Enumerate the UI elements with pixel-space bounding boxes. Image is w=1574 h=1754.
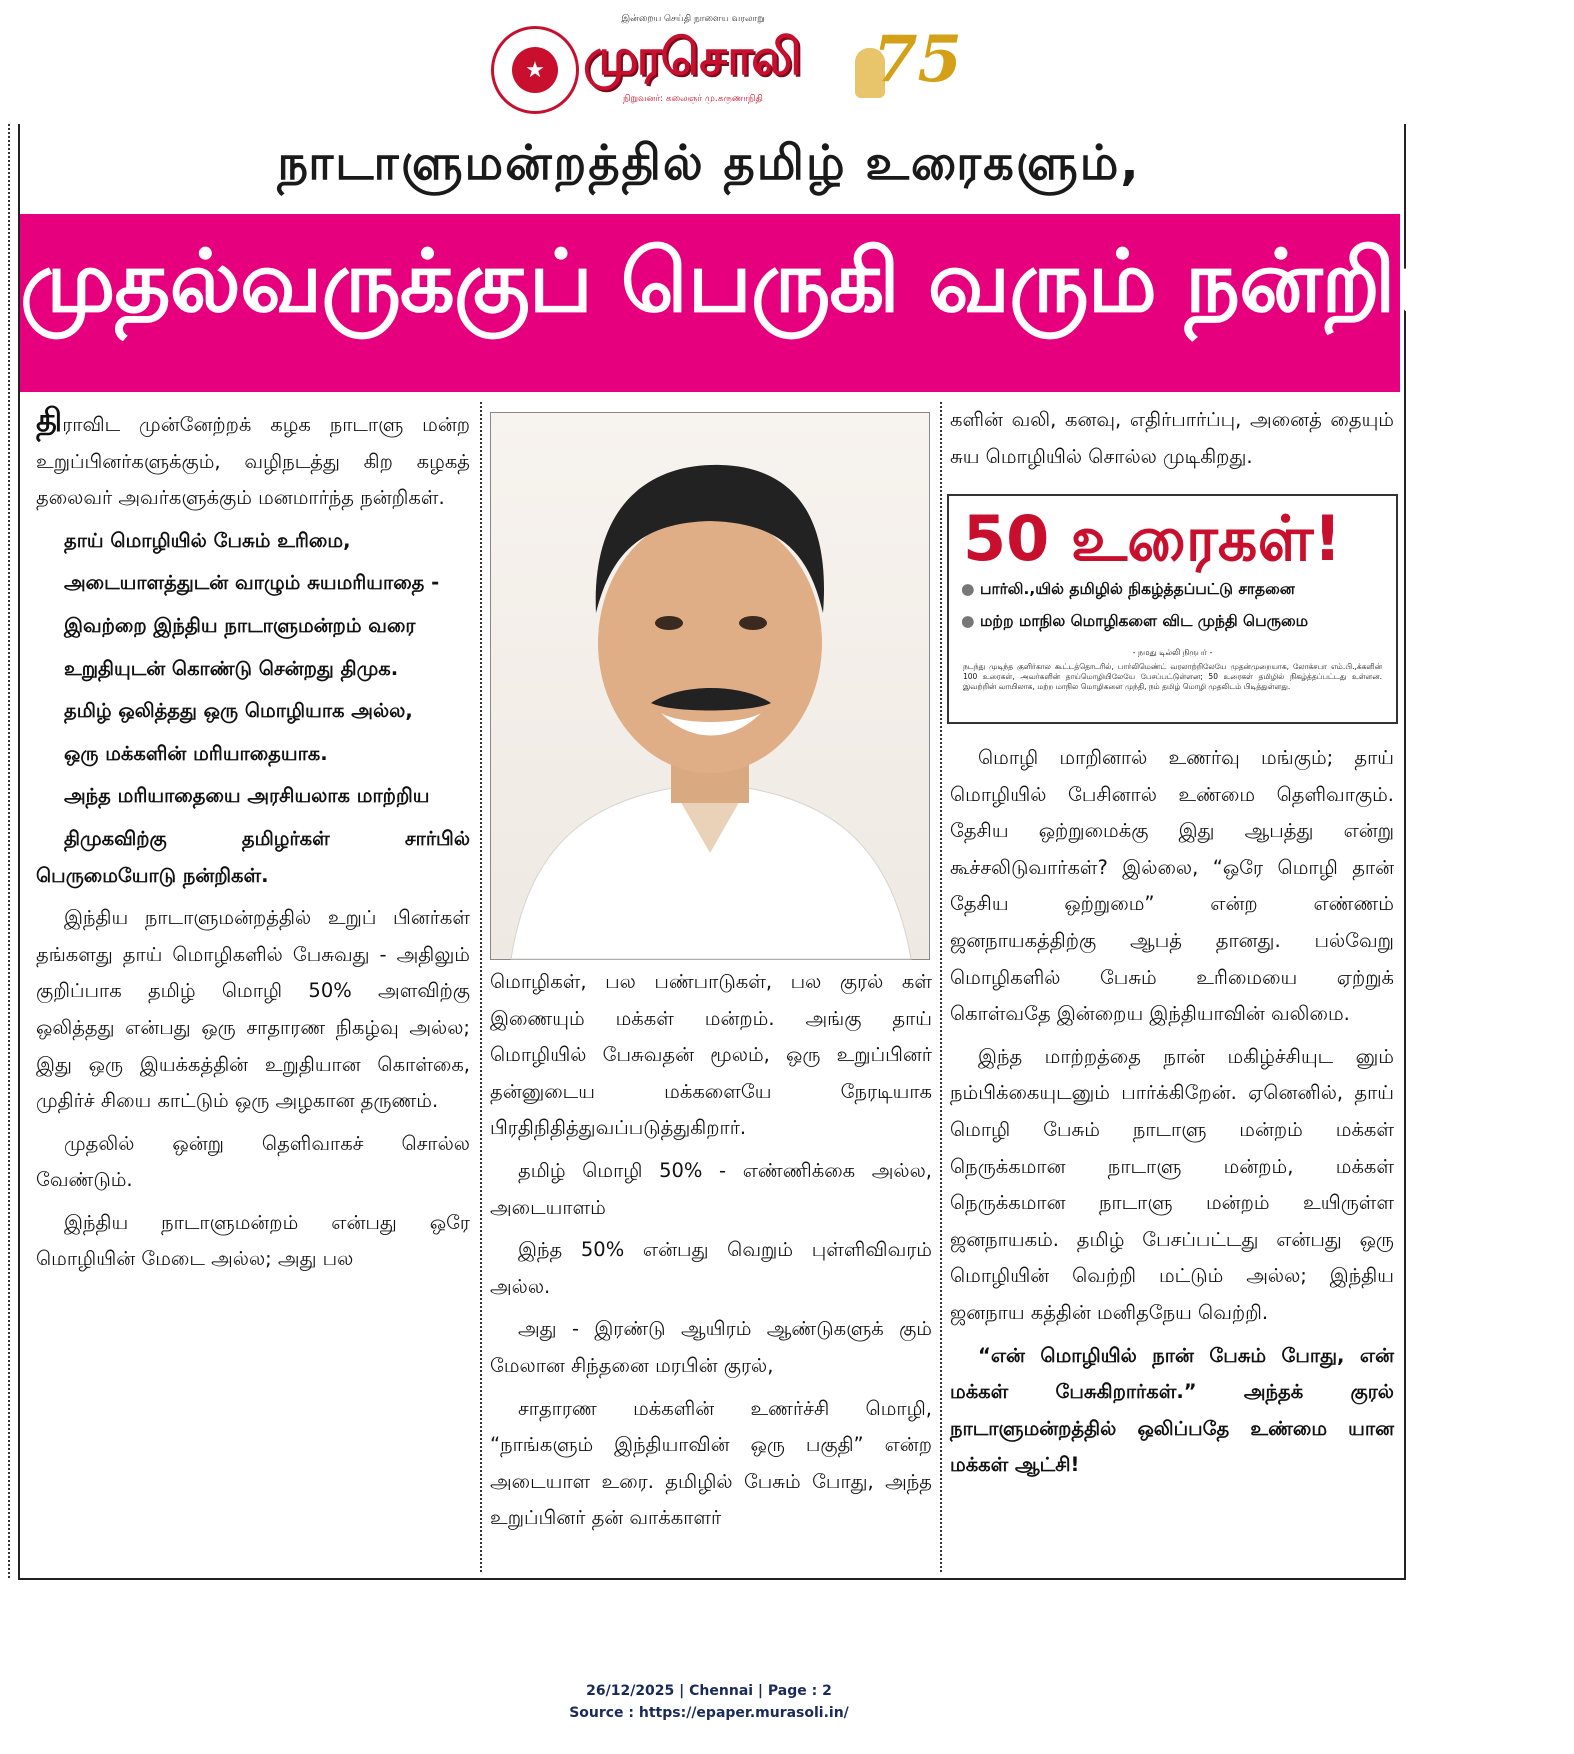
paragraph: தமிழ் மொழி 50% - எண்ணிக்கை அல்ல, அடையாளம் [490,1158,932,1219]
paragraph: தமிழ் ஒலித்தது ஒரு மொழியாக அல்ல, [64,699,413,723]
column-divider-1 [480,402,482,1572]
bullet-icon: ● [961,580,975,598]
paragraph: உறுதியுடன் கொண்டு சென்றது திமுக. [64,656,399,680]
paragraph: இந்திய நாடாளுமன்றத்தில் உறுப் பினர்கள் தங்களது தாய் மொழிகளில் பேசுவது - அதிலும் குறிப்பாக தமிழ் மொழி 50% அளவிற்கு ஒலித்தது என்பது ஒரு சாதாரண நிகழ்வு அல்ல; இது ஒரு இயக்கத்தின் உறுதியான கொள்கை, முதிர்ச் சியை காட்டும் ஒரு அழகான தருணம். [36,906,470,1113]
clipping-credit: - நமது டில்லி நிருபர் - [1132,648,1213,657]
clipping-title: 50 உரைகள்! [963,502,1342,575]
footer-source-line: Source : https://epaper.murasoli.in/ [569,1705,849,1721]
masthead-subtitle: நிறுவனர்: கலைஞர் மு.கருணாநிதி [623,94,763,104]
clipping-body: நடந்து முடிந்த குளிர்கால கூட்டத்தொடரில், பார்லிமெண்ட் வரலாற்றிலேயே முதன்முறையாக, லோக்சபா எம்.பி.,க்களின் 100 உரைகள், அவர்களின் தாய்மொழியிலேயே பேசப்பட்டுள்ளன; 50 உரைகள் தமிழில் நிகழ்த்தப்பட்டது உள்ளன. இவற்றின் வாயிலாக, மற்ற மாநில மொழிகளை முந்தி, நம் தமிழ் மொழி முதலிடம் பிடித்துள்ளது. [963,662,1382,691]
headline-main: முதல்வருக்குப் பெருகி வரும் நன்றியும்! [20,232,1574,332]
paragraph: திராவிட முன்னேற்றக் கழக நாடாளு மன்ற உறுப்பினர்களுக்கும், வழிநடத்து கிற கழகத் தலைவர் அவர்களுக்கும் மனமார்ந்த நன்றிகள். [36,401,470,510]
paragraph: இந்திய நாடாளுமன்றம் என்பது ஒரே மொழியின் மேடை அல்ல; அது பல [36,1210,470,1271]
portrait-illustration [491,413,929,959]
bullet-icon: ● [961,612,975,630]
anniversary-number: 75 [873,22,963,97]
paragraph: அடையாளத்துடன் வாழும் சுயமரியாதை - [64,571,440,595]
newspaper-name: முரசொலி [583,28,800,86]
footer-date-line: 26/12/2025 | Chennai | Page : 2 [586,1683,832,1699]
paragraph: திமுகவிற்கு தமிழர்கள் சார்பில் பெருமையோடு நன்றிகள். [36,826,470,887]
leader-photo [490,412,930,960]
left-dotted-rule [8,124,10,1578]
paragraph: தாய் மொழியில் பேசும் உரிமை, [64,528,351,552]
paragraph: இந்த 50% என்பது வெறும் புள்ளிவிவரம் அல்ல. [490,1238,932,1298]
anniversary-logo [855,22,963,102]
masthead-tagline: இன்றைய செய்தி நாளைய வரலாறு [621,14,765,24]
paragraph: இவற்றை இந்திய நாடாளுமன்றம் வரை [64,613,416,637]
paragraph: அந்த மரியாதையை அரசியலாக மாற்றிய [64,784,430,808]
paragraph: இந்த மாற்றத்தை நான் மகிழ்ச்சியுட னும் நம்பிக்கையுடனும் பார்க்கிறேன். ஏனெனில், தாய் மொழி பேசும் நாடாளு மன்றம் மக்கள் நெருக்கமான நாடாளு மன்றம், மக்கள் நெருக்கமான நாடாளு மன்றம் உயிருள்ள ஜனநாயகம். தமிழ் பேசப்பட்டது என்பது ஒரு மொழியின் வெற்றி மட்டும் அல்ல; இந்திய ஜனநாய கத்தின் மனிதநேய வெற்றி. [950,1044,1394,1324]
paragraph: ஒரு மக்களின் மரியாதையாக. [64,741,328,765]
page-footer [0,1680,1418,1724]
news-clipping-box [947,494,1398,724]
paragraph: சாதாரண மக்களின் உணர்ச்சி மொழி, “நாங்களும் இந்தியாவின் ஒரு பகுதி” என்ற அடையாள உரை. தமிழில் பேசும் போது, அந்த உறுப்பினர் தன் வாக்காளர் [490,1396,932,1530]
party-emblem-logo [491,26,579,114]
article-column-3-top [950,402,1394,481]
paragraph: மொழி மாறினால் உணர்வு மங்கும்; தாய் மொழியில் பேசினால் உண்மை தெளிவாகும். தேசிய ஒற்றுமைக்கு இது ஆபத்து என்று கூச்சலிடுவார்கள்? இல்லை, “ஒரே மொழி தான் தேசிய ஒற்றுமை” என்ற எண்ணம் ஜனநாயகத்திற்கு ஆபத் தானது. பல்வேறு மொழிகளில் பேசும் உரிமையை ஏற்றுக் கொள்வதே இன்றைய இந்தியாவின் வலிமை. [950,746,1394,1026]
paragraph: “என் மொழியில் நான் பேசும் போது, என் மக்கள் பேசுகிறார்கள்.” அந்தக் குரல் நாடாளுமன்றத்தில் ஒலிப்பதே உண்மை யான மக்கள் ஆட்சி! [950,1343,1394,1477]
headline-kicker: நாடாளுமன்றத்தில் தமிழ் உரைகளும், [277,135,1141,191]
paragraph: முதலில் ஒன்று தெளிவாகச் சொல்ல வேண்டும். [36,1131,470,1192]
clipping-bullet-1: ● பார்லி.,யில் தமிழில் நிகழ்த்தப்பட்டு சாதனை [961,580,1295,598]
article-column-2 [490,964,932,1543]
paragraph: அது - இரண்டு ஆயிரம் ஆண்டுகளுக் கும் மேலான சிந்தனை மரபின் குரல், [490,1317,932,1377]
emblem-glyph: ★ [525,57,545,83]
article-column-1 [36,402,470,1284]
paragraph: களின் வலி, கனவு, எதிர்பார்ப்பு, அனைத் தையும் சுய மொழியில் சொல்ல முடிகிறது. [950,408,1394,468]
clipping-bullet-2: ● மற்ற மாநில மொழிகளை விட முந்தி பெருமை [961,612,1309,630]
masthead [483,14,963,110]
paragraph: மொழிகள், பல பண்பாடுகள், பல குரல் கள் இணையும் மக்கள் மன்றம். அங்கு தாய் மொழியில் பேசுவதன் மூலம், ஒரு உறுப்பினர் தன்னுடைய மக்களையே நேரடியாக பிரதிநிதித்துவப்படுத்துகிறார். [490,970,932,1140]
drop-cap: தி [36,401,63,439]
column-divider-2 [940,402,942,1572]
headline-banner [20,214,1574,392]
article-column-3 [950,740,1394,1490]
